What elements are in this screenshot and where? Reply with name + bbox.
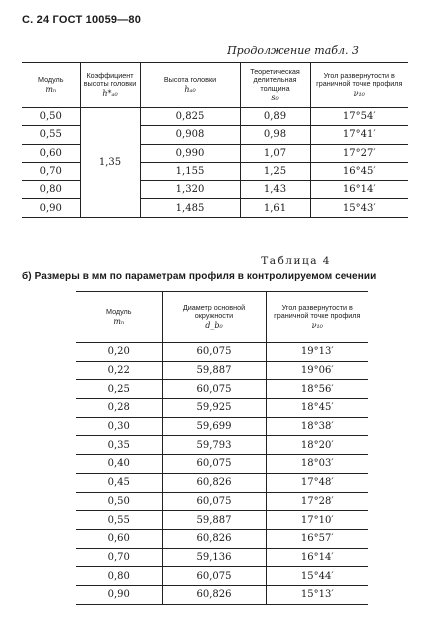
cell-diameter: 60,075: [162, 455, 266, 474]
cell-diameter: 60,075: [162, 380, 266, 399]
cell-module: 0,80: [22, 181, 80, 199]
cell-thickness: 1,43: [240, 181, 310, 199]
cell-module: 0,50: [22, 108, 80, 126]
cell-head-height: 0,908: [140, 126, 240, 144]
continuation-label: Продолжение табл. 3: [227, 44, 359, 57]
cell-head-height: 0,990: [140, 144, 240, 162]
cell-angle: 17°10′: [266, 511, 368, 530]
table-row: [76, 567, 368, 586]
cell-module: 0,60: [22, 144, 80, 162]
cell-angle: 19°13′: [266, 343, 368, 362]
cell-head-height: 0,825: [140, 108, 240, 126]
cell-angle: 17°27′: [310, 144, 408, 162]
table-row: [76, 585, 368, 604]
table-4-body: [76, 343, 368, 605]
cell-diameter: 60,826: [162, 473, 266, 492]
table-row: [22, 108, 408, 126]
table-3: [22, 62, 408, 218]
table-row: [22, 144, 408, 162]
cell-angle: 18°20′: [266, 436, 368, 455]
table-row: [76, 473, 368, 492]
table-row: [76, 455, 368, 474]
cell-diameter: 59,925: [162, 399, 266, 418]
cell-angle: 16°14′: [310, 181, 408, 199]
cell-module: 0,60: [76, 529, 162, 548]
cell-angle: 15°13′: [266, 585, 368, 604]
cell-angle: 19°06′: [266, 361, 368, 380]
cell-module: 0,70: [76, 548, 162, 567]
cell-head-height: 1,485: [140, 199, 240, 217]
cell-diameter: 59,136: [162, 548, 266, 567]
cell-angle: 16°45′: [310, 162, 408, 180]
cell-module: 0,50: [76, 492, 162, 511]
table-row: [76, 399, 368, 418]
cell-thickness: 1,61: [240, 199, 310, 217]
column-header-module: Модуль mₙ: [22, 63, 80, 108]
column-header-thickness: Теоретическая делительная толщина s₀: [240, 63, 310, 108]
cell-thickness: 1,25: [240, 162, 310, 180]
cell-module: 0,30: [76, 417, 162, 436]
cell-head-height: 1,320: [140, 181, 240, 199]
cell-module: 0,28: [76, 399, 162, 418]
table-row: [76, 492, 368, 511]
cell-module: 0,55: [76, 511, 162, 530]
cell-diameter: 60,075: [162, 343, 266, 362]
table-row: [76, 417, 368, 436]
column-header-angle: Угол развернутости в граничной точке профиля ν₁₀: [266, 292, 368, 343]
cell-angle: 17°28′: [266, 492, 368, 511]
cell-angle: 17°41′: [310, 126, 408, 144]
cell-diameter: 59,793: [162, 436, 266, 455]
cell-coefficient: 1,35: [80, 108, 140, 218]
table-4-label: Таблица 4: [261, 255, 331, 267]
cell-angle: 18°38′: [266, 417, 368, 436]
cell-angle: 18°45′: [266, 399, 368, 418]
table-row: [76, 380, 368, 399]
cell-diameter: 60,826: [162, 529, 266, 548]
cell-diameter: 59,887: [162, 511, 266, 530]
table-4-caption: б) Размеры в мм по параметрам профиля в контролируемом сечении: [22, 271, 377, 282]
page-header: С. 24 ГОСТ 10059—80: [22, 14, 142, 26]
column-header-coefficient: Коэффициент высоты головки h*ₐ₀: [80, 63, 140, 108]
cell-angle: 16°57′: [266, 529, 368, 548]
cell-module: 0,90: [22, 199, 80, 217]
table-4: [76, 291, 368, 605]
cell-angle: 16°14′: [266, 548, 368, 567]
table-3-header-row: [22, 63, 408, 108]
table-row: [22, 199, 408, 217]
cell-module: 0,70: [22, 162, 80, 180]
table-row: [76, 361, 368, 380]
cell-module: 0,90: [76, 585, 162, 604]
cell-module: 0,25: [76, 380, 162, 399]
cell-diameter: 59,699: [162, 417, 266, 436]
cell-module: 0,40: [76, 455, 162, 474]
cell-thickness: 1,07: [240, 144, 310, 162]
table-row: [76, 511, 368, 530]
table-row: [76, 529, 368, 548]
cell-angle: 15°43′: [310, 199, 408, 217]
cell-diameter: 60,826: [162, 585, 266, 604]
cell-thickness: 0,89: [240, 108, 310, 126]
table-row: [22, 181, 408, 199]
table-row: [22, 162, 408, 180]
column-header-base-diameter: Диаметр основной окружности d_b₀: [162, 292, 266, 343]
cell-diameter: 59,887: [162, 361, 266, 380]
cell-angle: 18°03′: [266, 455, 368, 474]
cell-angle: 18°56′: [266, 380, 368, 399]
table-row: [76, 548, 368, 567]
cell-module: 0,20: [76, 343, 162, 362]
cell-angle: 15°44′: [266, 567, 368, 586]
column-header-module: Модуль mₙ: [76, 292, 162, 343]
table-4-header-row: [76, 292, 368, 343]
cell-angle: 17°54′: [310, 108, 408, 126]
cell-diameter: 60,075: [162, 567, 266, 586]
cell-module: 0,80: [76, 567, 162, 586]
table-row: [22, 126, 408, 144]
cell-diameter: 60,075: [162, 492, 266, 511]
table-row: [76, 343, 368, 362]
cell-head-height: 1,155: [140, 162, 240, 180]
table-row: [76, 436, 368, 455]
cell-angle: 17°48′: [266, 473, 368, 492]
cell-thickness: 0,98: [240, 126, 310, 144]
column-header-head-height: Высота головки hₐ₀: [140, 63, 240, 108]
cell-module: 0,22: [76, 361, 162, 380]
cell-module: 0,45: [76, 473, 162, 492]
cell-module: 0,55: [22, 126, 80, 144]
cell-module: 0,35: [76, 436, 162, 455]
column-header-angle: Угол развернутости в граничной точке профиля ν₁₀: [310, 63, 408, 108]
